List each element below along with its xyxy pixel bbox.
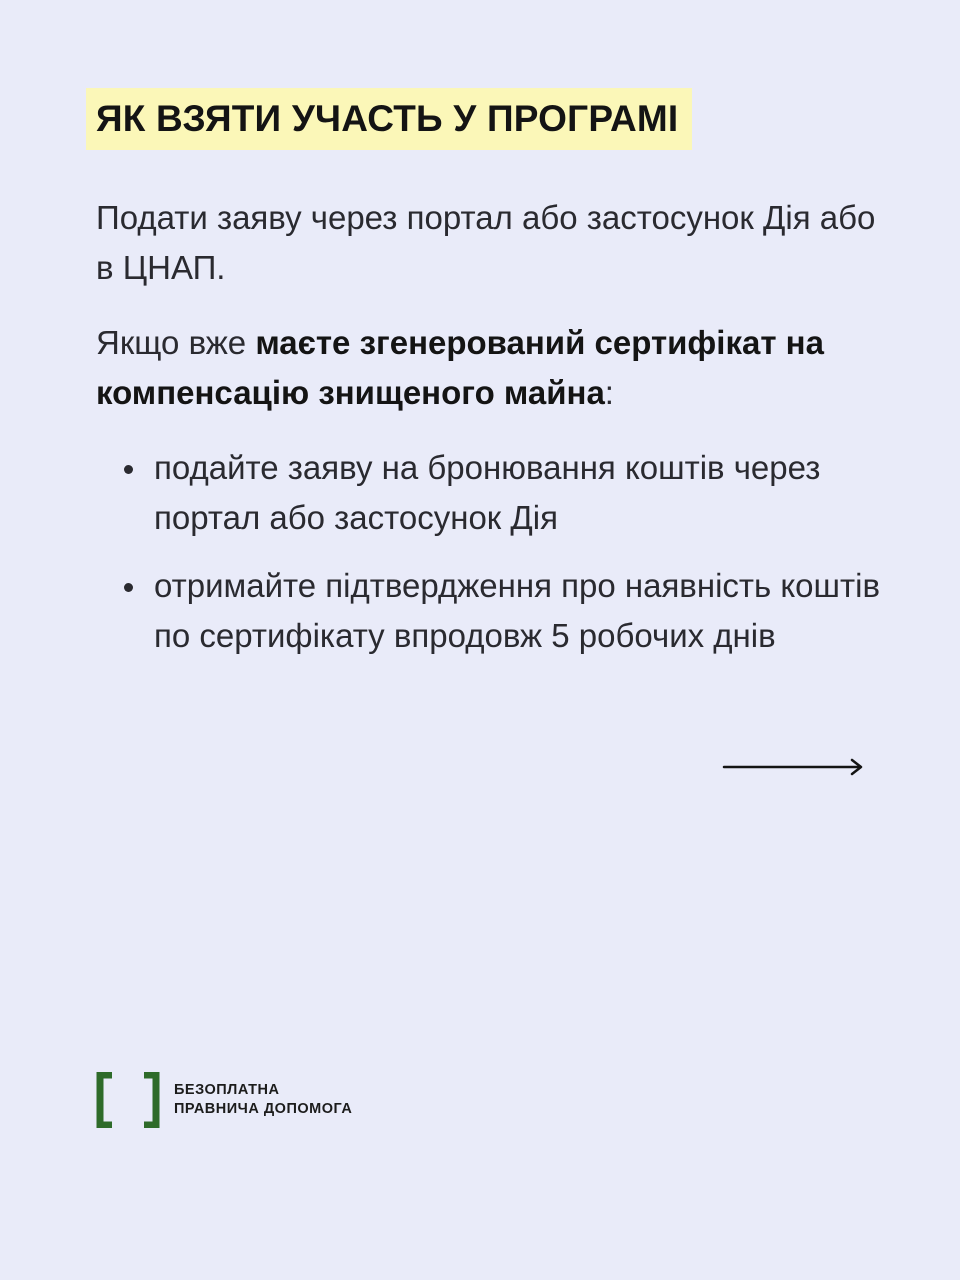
bracket-logo-icon <box>96 1072 160 1128</box>
step-text: отримайте підтвердження про наявність коштів по сертифікату впродовж 5 робочих днів <box>154 567 880 654</box>
arrow-right-icon[interactable] <box>722 752 868 782</box>
certificate-suffix: : <box>604 374 614 411</box>
step-text: подайте заяву на бронювання коштів через портал або застосунок Дія <box>154 449 821 536</box>
list-item <box>96 561 896 661</box>
logo-text <box>174 1081 352 1119</box>
certificate-bold-text: маєте згенерований сертифікат на компенсацію знищеного майна <box>96 324 824 411</box>
logo-line-2: ПРАВНИЧА ДОПОМОГА <box>174 1101 353 1117</box>
bullet-dot-icon <box>124 465 133 474</box>
legal-aid-logo <box>96 1072 352 1128</box>
certificate-prefix: Якщо вже <box>96 324 256 361</box>
intro-text <box>96 193 886 293</box>
steps-list <box>96 443 896 679</box>
intro-text-line: Подати заяву через портал або застосунок Дія або в ЦНАП. <box>96 199 876 286</box>
logo-line-1: БЕЗОПЛАТНА <box>174 1082 280 1098</box>
bullet-dot-icon <box>124 583 133 592</box>
list-item <box>96 443 896 543</box>
certificate-condition <box>96 318 886 418</box>
page-title: ЯК ВЗЯТИ УЧАСТЬ У ПРОГРАМІ <box>86 88 692 150</box>
